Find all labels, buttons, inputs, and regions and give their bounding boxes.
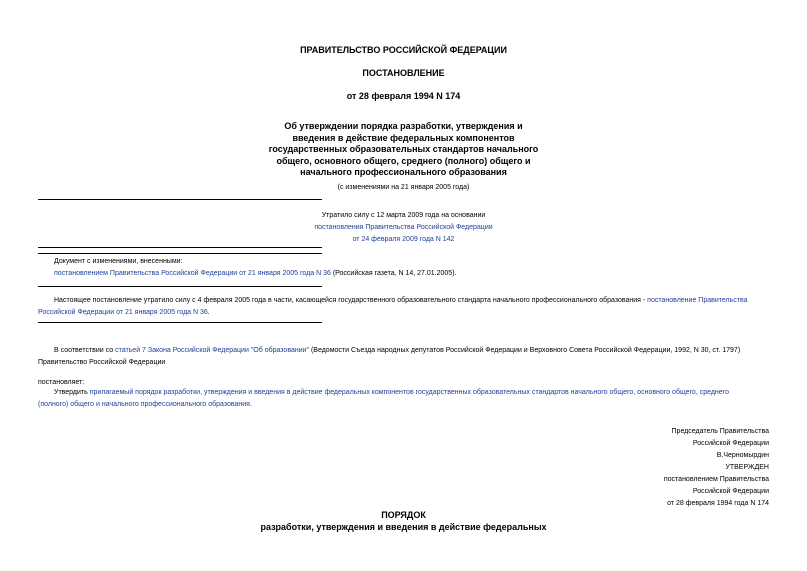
amendments-note: (с изменениями на 21 января 2005 года) — [337, 184, 470, 191]
resolves-text: постановляет: — [38, 379, 85, 386]
changes-link[interactable]: постановлением Правительства Российской Федерации от 21 января 2005 года N 36 — [54, 270, 331, 277]
decision-link-cont[interactable]: (полного) общего и начального профессионального образования. — [38, 401, 252, 408]
repeal-line: Утратило силу с 12 марта 2009 года на основании — [321, 212, 486, 219]
decision-prefix: Утвердить — [54, 389, 90, 396]
signature-line: Председатель Правительства — [671, 428, 769, 435]
divider — [38, 199, 322, 200]
basis-prefix: В соответствии со — [54, 347, 116, 354]
divider — [38, 247, 322, 248]
changes-source: (Российская газета, N 14, 27.01.2005). — [330, 270, 457, 277]
approval-line: постановлением Правительства — [663, 476, 769, 483]
partial-repeal — [38, 295, 773, 319]
title-line: введения в действие федеральных компонентов — [292, 132, 515, 143]
repeal-notice — [0, 210, 807, 246]
partial-repeal-end: . — [207, 309, 210, 316]
basis-line — [38, 345, 773, 357]
changes-label: Документ с изменениями, внесенными: — [54, 258, 183, 265]
repeal-link-date[interactable]: от 24 февраля 2009 года N 142 — [352, 236, 455, 243]
decision-link[interactable]: прилагаемый порядок разработки, утверждения и введения в действие федеральных компонентов государственных образовательных стандартов начального общего, основного общего, среднего — [89, 389, 729, 396]
changes-line — [54, 268, 456, 280]
basis-line2: Правительство Российской Федерации — [38, 359, 166, 366]
government-heading: ПРАВИТЕЛЬСТВО РОССИЙСКОЙ ФЕДЕРАЦИИ — [300, 45, 507, 55]
partial-repeal-link-cont[interactable]: Российской Федерации от 21 января 2005 года N 36 — [38, 309, 208, 316]
decision-paragraph — [38, 387, 773, 411]
law-article-link[interactable]: статьей 7 Закона Российской Федерации "Об образовании" — [115, 347, 310, 354]
date-number: от 28 февраля 1994 N 174 — [346, 91, 461, 101]
decision-line — [38, 387, 773, 399]
partial-repeal-line — [38, 307, 773, 319]
doc-type-heading: ПОСТАНОВЛЕНИЕ — [362, 68, 445, 78]
title-line: Об утверждении порядка разработки, утверждения и — [284, 121, 523, 131]
basis-suffix: (Ведомости Съезда народных депутатов Российской Федерации и Верховного Совета Российской Федерации, 1992, N 30, ст. 1797) — [309, 347, 741, 354]
partial-repeal-text: Настоящее постановление утратило силу с 4 февраля 2005 года в части, касающейся государственного образовательного стандарта начального профессионального образования - — [54, 297, 648, 304]
title-line: начального профессионального образования — [300, 167, 507, 177]
approval-line: от 28 февраля 1994 года N 174 — [667, 500, 769, 507]
signature-line: Российской Федерации — [692, 440, 769, 447]
partial-repeal-link[interactable]: постановление Правительства — [647, 297, 748, 304]
signature-block — [664, 426, 769, 510]
divider — [38, 286, 322, 287]
approval-line: Российской Федерации — [692, 488, 769, 495]
title-line: государственных образовательных стандартов начального — [268, 144, 539, 154]
procedure-title: ПОРЯДОК — [381, 510, 426, 520]
basis-paragraph — [38, 345, 773, 369]
divider — [38, 253, 322, 254]
document-title — [0, 121, 807, 179]
signature-line: В.Черномырдин — [716, 452, 769, 459]
approval-line: УТВЕРЖДЕН — [725, 464, 769, 471]
divider — [38, 322, 322, 323]
partial-repeal-line — [38, 295, 773, 307]
title-line: общего, основного общего, среднего (полного) общего и — [276, 155, 531, 166]
repeal-link[interactable]: постановления Правительства Российской Федерации — [314, 224, 493, 231]
procedure-subtitle: разработки, утверждения и введения в действие федеральных — [260, 522, 547, 532]
